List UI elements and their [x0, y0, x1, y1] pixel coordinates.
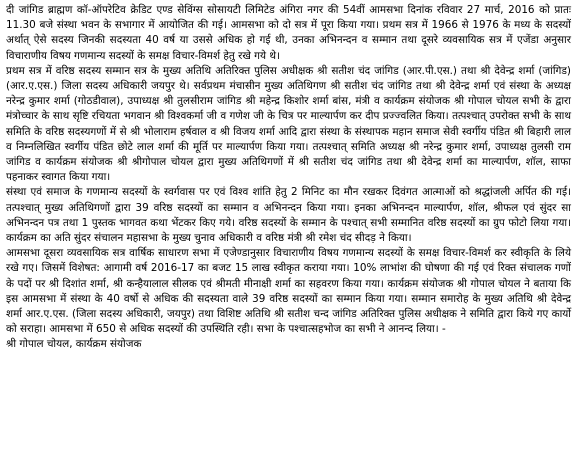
- signature: श्री गोपाल चोयल, कार्यक्रम संयोजक: [6, 338, 142, 351]
- paragraph-intro: दी जांगिड ब्राह्मण कॉ-ऑपरेटिव क्रेडिट एण्ड सेविंग्स सोसायटी लिमिटेड अंगिरा नगर की 54वीं आमसभा दिनांक रविवार 27 मार्च, 2016 को प्रातः 11.30 बजे संस्था भवन के सभागार में आयोजित की गई। आमसभा को दो सत्र में पूरा किया गया। प्रथम सत्र में 1966 से 1976 के मध्य के सदस्यों अर्थात् ऐसे सदस्य जिनकी सदस्यता 40 वर्ष या उससे अधिक हो गई थी, उनका अभिनन्दन व सम्मान तथा दूसरे व्यवसायिक सत्र में एजेंडा अनुसार विचाराणीय विषय गणमान्य सदस्यों के समक्ष विचार-विमर्श हेतु रखे गये थे।: [6, 4, 571, 62]
- paragraph-tribute: संस्था एवं समाज के गणमान्य सदस्यों के स्वर्गवास पर एवं विश्व शांति हेतु 2 मिनिट का मौन रखकर दिवंगत आत्माओं को श्रद्धांजली अर्पित की गई। तत्पश्चात् मुख्य अतिथिगणों द्वारा 39 वरिष्ठ सदस्यों का सम्मान व अभिनन्दन किया गया। इनका अभिनन्दन माल्यार्पण, शॉल, श्रीफल एवं सुंदर सा अभिनन्दन पत्र तथा 1 पुस्तक भागवत कथा भेंटकर किए गये। वरिष्ठ सदस्यों के सम्मान के पश्चात् सभी सम्मानित वरिष्ठ सदस्यों का ग्रुप फोटो लिया गया। कार्यक्रम का अति सुंदर संचालन महासभा के मुख्य चुनाव अधिकारी व वरिष्ठ मंत्री श्री रमेश चंद सीदड़ ने किया।: [6, 186, 571, 245]
- paragraph-business-session: आमसभा दूसरा व्यवसायिक सत्र वार्षिक साधारण सभा में एजेण्डानुसार विचाराणीय विषय गणमान्य सदस्यों के समक्ष विचार-विमर्श कर स्वीकृति के लिये रखे गए। जिसमें विशेषत: आगामी वर्ष 2016-17 का बजट 15 लाख स्वीकृत कराया गया। 10% लाभांश की घोषणा की गई एवं रिक्त संचालक गणों के पदों पर श्री दिशांत शर्मा, श्री कन्हैयालाल सीलक एवं श्रीमती मीनाक्षी शर्मा का सहवरण किया गया। कार्यक्रम संयोजक श्री गोपाल चोयल ने बताया कि इस आमसभा में संस्था के 40 वर्षो से अधिक की सदस्यता वाले 39 वरिष्ठ सदस्यों का सम्मान किया गया। सम्मान समारोह के मुख्य अतिथि श्री देवेन्द्र शर्मा आर.ए.एस. (जिला सदस्य अधिकारी, जयपुर) तथा विशिष्ट अतिथि श्री सतीश चन्द जांगिड अतिरिक्त पुलिस अधीक्षक ने समिति द्वारा किये गए कार्यो को सराहा। आमसभा में 650 से अधिक सदस्यों की उपस्थिति रही। सभा के पश्चात्सहभोज का सभी ने आनन्द लिया। -: [6, 247, 571, 336]
- paragraph-first-session: प्रथम सत्र में वरिष्ठ सदस्य सम्मान सत्र के मुख्य अतिथि अतिरिक्त पुलिस अधीक्षक श्री सतीश चंद जांगिड (आर.पी.एस.) तथा श्री देवेन्द्र शर्मा (जांगिड) (आर.ए.एस.) जिला सदस्य अधिकारी जयपुर थे। सर्वप्रथम मंचासीन मुख्य अतिथिगण श्री सतीश चंद जांगिड तथा श्री देवेन्द्र शर्मा एवं संस्था के अध्यक्ष नरेन्द्र कुमार शर्मा (गोठडीवाल), उपाध्यक्ष श्री तुलसीराम जांगिड श्री महेन्द्र किशोर शर्मा बांस, मंत्री व कार्यक्रम संयोजक श्री गोपाल चोयल सभी के द्वारा मंत्रोच्चार के साथ सृष्टि रचियता भगवान श्री विश्वकर्मा जी व गणेश जी के चित्र पर माल्यार्पण कर दीप प्रज्ज्वलित किया। तत्पश्चात् उपरोक्त सभी के साथ समिति के वरिष्ठ सदस्यगणों में से श्री भोलाराम हर्षवाल व श्री विजय शर्मा आदि द्वारा संस्था के संस्थापक महान समाज सेवी स्वर्गीय पंडित श्री बिहारी लाल व निम्नलिखित स्वर्गीय पंडित छोटे लाल शर्मा की मूर्ति पर माल्यार्पण किया गया। तत्पश्चात् समिति अध्यक्ष श्री नरेन्द्र कुमार शर्मा, उपाध्यक्ष तुलसी राम जांगिड व कार्यक्रम संयोजक श्री श्रीगोपाल चोयल द्वारा मुख्य अतिथिगणों में श्री सतीश चंद जांगिड तथा श्री देवेन्द्र शर्मा का माल्यार्पण, शॉल, साफा पहनाकर स्वागत किया गया।: [6, 64, 571, 184]
